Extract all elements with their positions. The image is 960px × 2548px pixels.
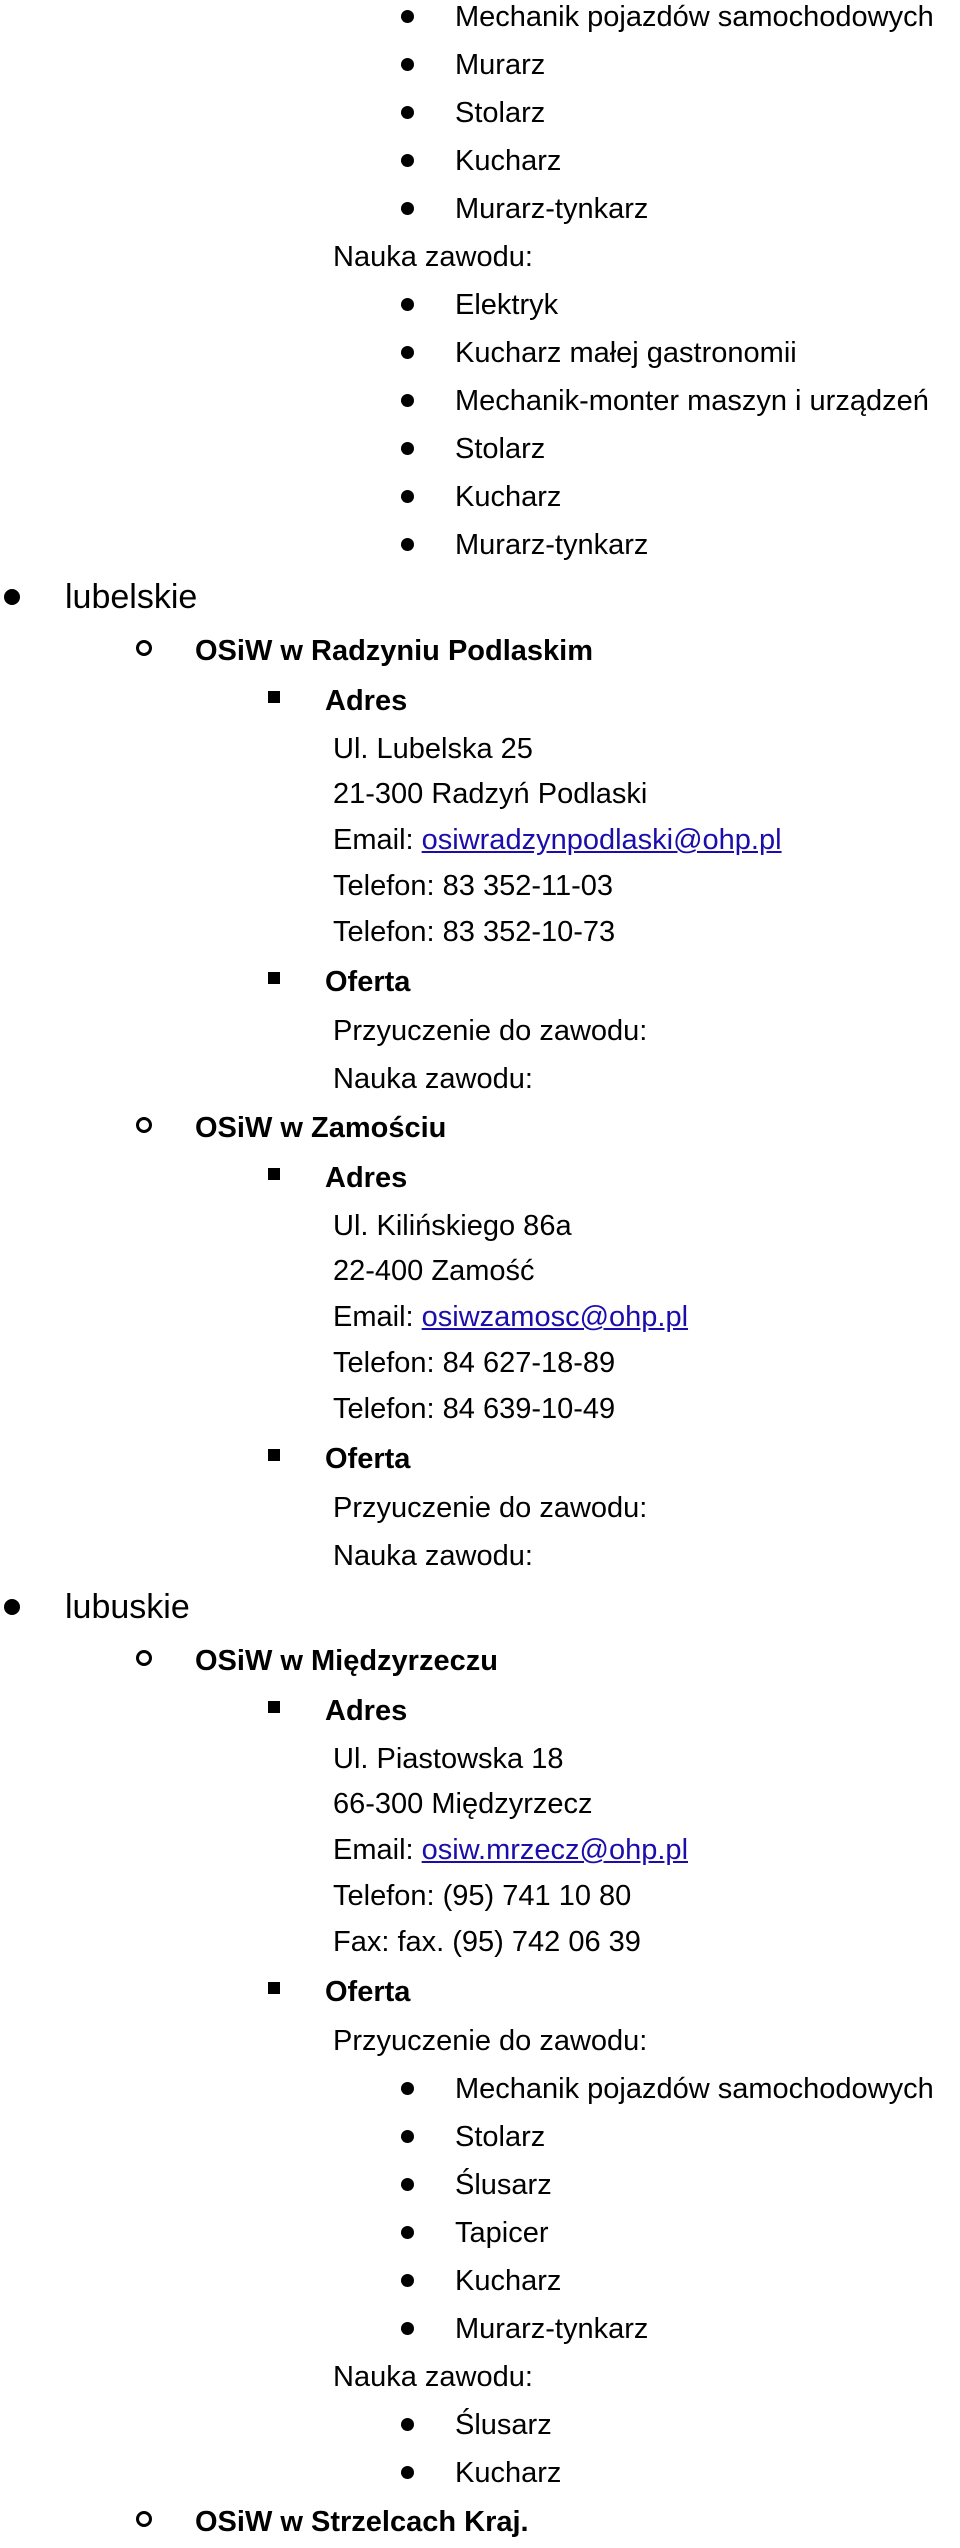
ring-bullet-icon	[136, 1650, 152, 1666]
bullet-icon	[401, 2178, 414, 2191]
square-bullet-icon	[268, 691, 280, 703]
email-link[interactable]: osiw.mrzecz@ohp.pl	[421, 1834, 689, 1866]
bullet-icon	[401, 58, 414, 71]
bullet-icon	[401, 154, 414, 167]
bullet-icon	[4, 589, 20, 605]
ring-bullet-icon	[136, 2511, 152, 2527]
bullet-icon	[4, 1599, 20, 1615]
bullet-icon	[401, 346, 414, 359]
bullet-icon	[401, 10, 414, 23]
square-bullet-icon	[268, 1982, 280, 1994]
bullet-icon	[401, 2466, 414, 2479]
bullet-icon	[401, 106, 414, 119]
bullet-icon	[401, 202, 414, 215]
square-bullet-icon	[268, 972, 280, 984]
bullet-icon	[401, 538, 414, 551]
bullet-icon	[401, 298, 414, 311]
square-bullet-icon	[268, 1449, 280, 1461]
bullet-icon	[401, 2322, 414, 2335]
bullet-icon	[401, 442, 414, 455]
bullet-icon	[401, 2082, 414, 2095]
bullet-icon	[401, 2130, 414, 2143]
square-bullet-icon	[268, 1701, 280, 1713]
bullet-icon	[401, 490, 414, 503]
bullet-icon	[401, 2226, 414, 2239]
square-bullet-icon	[268, 1168, 280, 1180]
ring-bullet-icon	[136, 640, 152, 656]
email-link[interactable]: osiwradzynpodlaski@ohp.pl	[421, 824, 782, 856]
ring-bullet-icon	[136, 1117, 152, 1133]
bullet-icon	[401, 394, 414, 407]
bullet-icon	[401, 2418, 414, 2431]
document-page: Mechanik pojazdów samochodowych Murarz Stolarz Kucharz Murarz-tynkarz Nauka zawodu: Elektryk Kucharz małej gastronomii Mechanik-monter maszyn i urządzeń Stolarz Kucharz Murarz-tynkarz lubelskie OSiW w Radzyniu Podlaskim Adres Ul. Lubelska 25 21-300 Radzyń Podlaski Email: osiwradzynpodlaski@ohp.pl Telefon: 83 352-11-03 Telefon: 83 352-10-73 Oferta Przyuczenie do zawodu: Nauka zawodu: OSiW w Zamościu Adres Ul. Kilińskiego 86a 22-400 Zamość Email: osiwzamosc@ohp.pl Telefon: 84 627-18-89 Telefon: 84 639-10-49 Oferta Przyuczenie do zawodu: Nauka zawodu: lubuskie OSiW w Międzyrzeczu Adres Ul. Piastowska 18 66-300 Międzyrzecz Email: osiw.mrzecz@ohp.pl Telefon: (95) 741 10 80 Fax: fax. (95) 742 06 39 Oferta Przyuczenie do zawodu: Mechanik pojazdów samochodowych Stolarz Ślusarz Tapicer Kucharz Murarz-tynkarz Nauka zawodu: Ślusarz Kucharz OSiW w Strzelcach Kraj.	[0, 0, 960, 2548]
email-link[interactable]: osiwzamosc@ohp.pl	[421, 1301, 689, 1333]
bullet-icon	[401, 2274, 414, 2287]
